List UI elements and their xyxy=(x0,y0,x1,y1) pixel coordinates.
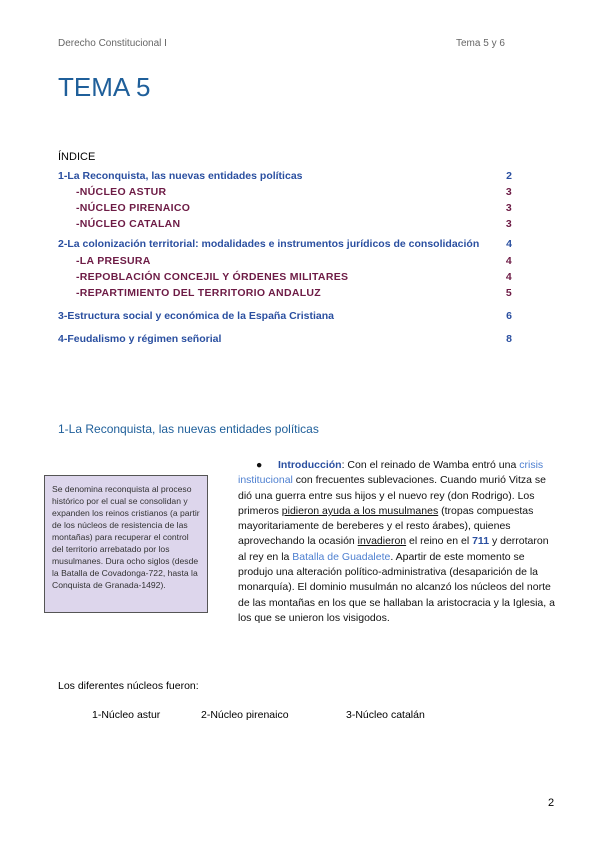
toc-entry-page: 4 xyxy=(505,255,512,267)
toc-entry[interactable] xyxy=(58,310,512,322)
toc-entry-page: 8 xyxy=(506,333,512,345)
nucleo-item: 2-Núcleo pirenaico xyxy=(201,709,289,721)
definition-box xyxy=(44,475,208,613)
year-highlight: 711 xyxy=(472,535,490,548)
toc-entry[interactable] xyxy=(58,271,512,283)
nucleo-item: 1-Núcleo astur xyxy=(92,709,161,721)
header-left: Derecho Constitucional I xyxy=(58,38,167,49)
toc-entry-label: -REPOBLACIÓN CONCEJIL Y ÓRDENES MILITARES xyxy=(76,271,349,283)
intro-text: y derrotaron al rey en la xyxy=(238,535,549,563)
crisis-link[interactable]: crisis institucional xyxy=(238,459,544,487)
intro-text: : Con el reinado de Wamba entró una xyxy=(341,459,520,471)
toc-entry-page: 6 xyxy=(506,310,512,322)
index-label: ÍNDICE xyxy=(58,151,96,163)
intro-text: (tropas compuestas mayoritariamente de bereberes y el resto árabes), quienes aprovechando la ocasión xyxy=(238,504,534,548)
intro-text: . Apartir de este momento se produjo una alteración político-administrativa (desaparición de la monarquía). El dominio musulmán no alcanzó los núcleos del norte de las montañas en los que se hallaban la aristocracia y la Iglesia, a los que se unieron los visigodos. xyxy=(238,550,555,624)
nucleos-intro: Los diferentes núcleos fueron: xyxy=(58,680,199,692)
toc-entry-page: 2 xyxy=(506,170,512,182)
underlined-text: invadieron xyxy=(357,535,407,548)
intro-label: Introducción xyxy=(278,459,342,471)
section-heading: 1-La Reconquista, las nuevas entidades políticas xyxy=(58,422,319,436)
intro-text: el reino en el xyxy=(406,535,473,548)
toc-entry-label: -NÚCLEO ASTUR xyxy=(76,186,167,198)
toc-entry-page: 3 xyxy=(505,202,512,214)
toc-entry-label: -REPARTIMIENTO DEL TERRITORIO ANDALUZ xyxy=(76,287,322,299)
toc-entry-label: -NÚCLEO PIRENAICO xyxy=(76,202,191,214)
toc-entry-label: 3-Estructura social y económica de la España Cristiana xyxy=(58,310,335,322)
battle-link[interactable]: Batalla de Guadalete xyxy=(292,550,391,563)
toc-entry[interactable] xyxy=(58,170,512,182)
toc-entry[interactable] xyxy=(58,255,512,267)
toc-entry-page: 4 xyxy=(505,271,512,283)
toc-entry-label: 1-La Reconquista, las nuevas entidades políticas xyxy=(58,170,303,182)
toc-entry-page: 3 xyxy=(505,186,512,198)
page-title: TEMA 5 xyxy=(58,72,151,102)
toc-entry-label: 2-La colonización territorial: modalidades e instrumentos jurídicos de consolidación xyxy=(58,238,480,250)
page-number: 2 xyxy=(548,797,555,809)
toc-entry[interactable] xyxy=(58,186,512,198)
toc-entry[interactable] xyxy=(58,202,512,214)
toc-entry-page: 4 xyxy=(506,238,512,250)
intro-paragraph xyxy=(238,458,558,626)
definition-text: Se denomina reconquista al proceso histórico por el cual se consolidan y expanden los reinos cristianos (a partir de los núcleos de resistencia de las montañas) para recuperar el control del territorio arrebatado por los musulmanes. Dura ocho siglos (desde la Batalla de Covadonga-722, hasta la Conquista de Granada-1492). xyxy=(52,484,200,590)
toc-entry[interactable] xyxy=(58,238,512,250)
toc-entry-label: -LA PRESURA xyxy=(76,255,151,267)
toc-entry-page: 3 xyxy=(505,218,512,230)
bullet-icon: ● xyxy=(256,459,263,471)
toc-entry[interactable] xyxy=(58,218,512,230)
header-right: Tema 5 y 6 xyxy=(456,38,505,49)
underlined-text: pidieron ayuda a los musulmanes xyxy=(281,504,439,517)
intro-text: con frecuentes sublevaciones. Cuando murió Vitza se dió una guerra entre sus hijos y el nuevo rey (don Rodrigo). Los primeros xyxy=(238,474,546,517)
toc-entry-label: 4-Feudalismo y régimen señorial xyxy=(58,333,222,345)
toc-entry-label: -NÚCLEO CATALAN xyxy=(76,218,181,230)
toc-entry-page: 5 xyxy=(505,287,512,299)
toc-entry[interactable] xyxy=(58,333,512,345)
nucleo-item: 3-Núcleo catalán xyxy=(346,709,425,721)
toc-entry[interactable] xyxy=(58,287,512,299)
